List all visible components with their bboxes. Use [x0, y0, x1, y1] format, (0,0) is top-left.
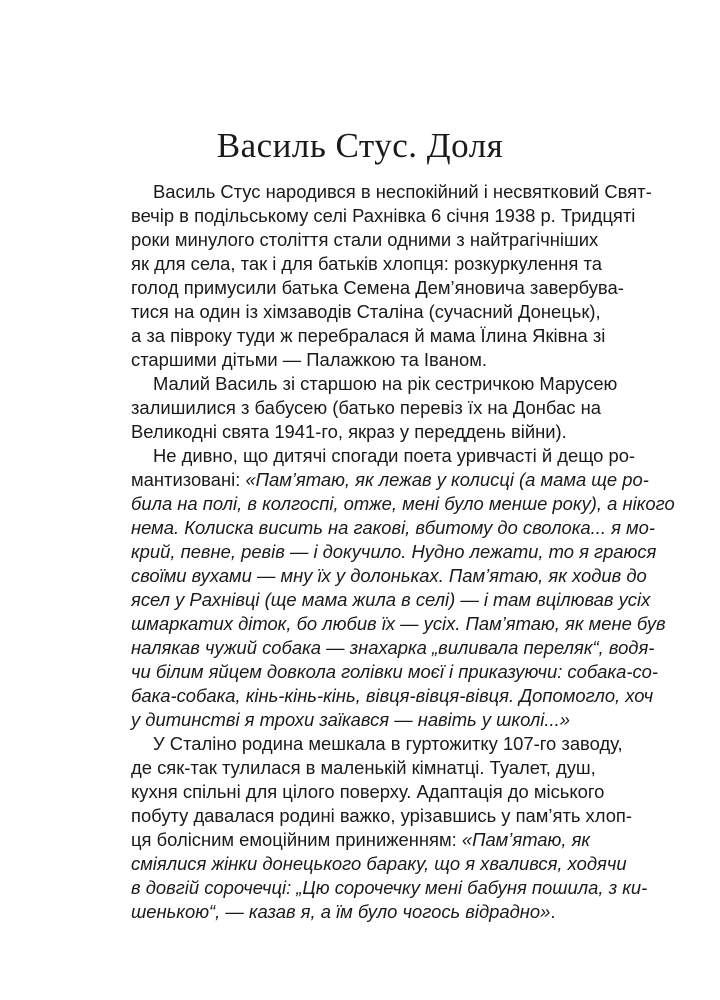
text-line: Великодні свята 1941-го, якраз у переддень війни). [131, 421, 567, 442]
quote-line: крий, певне, ревів — і докучило. Нудно лежати, то я граюся [131, 541, 657, 562]
quote-line: у дитинстві я трохи заїкався — навіть у школі...» [131, 709, 570, 730]
quote-line: бака-собака, кінь-кінь-кінь, вівця-вівця-вівця. Допомогло, хоч [131, 685, 654, 706]
text-line: де сяк-так тулилася в маленькій кімнатці. Туалет, душ, [131, 757, 596, 778]
quote-line: била на полі, в колгоспі, отже, мені було менше року), а нікого [131, 493, 675, 514]
text-line: роки минулого століття стали одними з найтрагічніших [131, 229, 599, 250]
quote-line: налякав чужий собака — знахарка „виливала переляк“, водя- [131, 637, 655, 658]
text-line: мантизовані: «Пам’ятаю, як лежав у колисці (а мама ще ро- [131, 469, 649, 490]
text-line: голод примусили батька Семена Дем’яновича завербува- [131, 277, 624, 298]
quote-line: в довгій сорочечці: „Цю сорочечку мені бабуня пошила, з ки- [131, 877, 648, 898]
quote-line: сміялися жінки донецького бараку, що я хвалився, ходячи [131, 853, 627, 874]
text-line: ця болісним емоційним приниженням: «Пам’ятаю, як [131, 829, 591, 850]
quote-line: нема. Колиска висить на гакові, вбитому до сволока... я мо- [131, 517, 655, 538]
text-line: старшими дітьми — Палажкою та Іваном. [131, 349, 487, 370]
text-line: а за півроку туди ж перебралася й мама Їлина Яківна зі [131, 325, 606, 346]
text-line: побуту давалася родині важко, урізавшись у пам’ять хлоп- [131, 805, 633, 826]
text-line: тися на один із хімзаводів Сталіна (сучасний Донецьк), [131, 301, 601, 322]
quote-line: шмаркатих діток, бо любив їх — усіх. Пам’ятаю, як мене був [131, 613, 666, 634]
text-line: Василь Стус народився в неспокійний і несвятковий Свят- [153, 181, 652, 202]
text-line: як для села, так і для батьків хлопця: розкуркулення та [131, 253, 602, 274]
chapter-title: Василь Стус. Доля [216, 126, 504, 165]
text-line: шенькою“, — казав я, а їм було чогось відрадно». [131, 901, 556, 922]
text-line: У Сталіно родина мешкала в гуртожитку 107-го заводу, [153, 733, 623, 754]
text-line: залишилися з бабусею (батько перевіз їх на Донбас на [131, 397, 601, 418]
quote-line: ясел у Рахнівці (ще мама жила в селі) — і там вцілював усіх [131, 589, 651, 610]
text-line: вечір в подільському селі Рахнівка 6 січня 1938 р. Тридцяті [131, 205, 636, 226]
quote-text: «Пам’ятаю, як [461, 829, 591, 850]
quote-line: своїми вухами — мну їх у долоньках. Пам’ятаю, як ходив до [131, 565, 647, 586]
text-line: Не дивно, що дитячі спогади поета уривчасті й дещо ро- [153, 445, 636, 466]
text-line: кухня спільні для цілого поверху. Адаптація до міського [131, 781, 605, 802]
quote-text: «Пам’ятаю, як лежав у колисці (а мама ще ро- [245, 469, 649, 490]
quote-line: чи білим яйцем довкола голівки моєї і приказуючи: собака-со- [131, 661, 658, 682]
text-line: Малий Василь зі старшою на рік сестричкою Марусею [153, 373, 618, 394]
